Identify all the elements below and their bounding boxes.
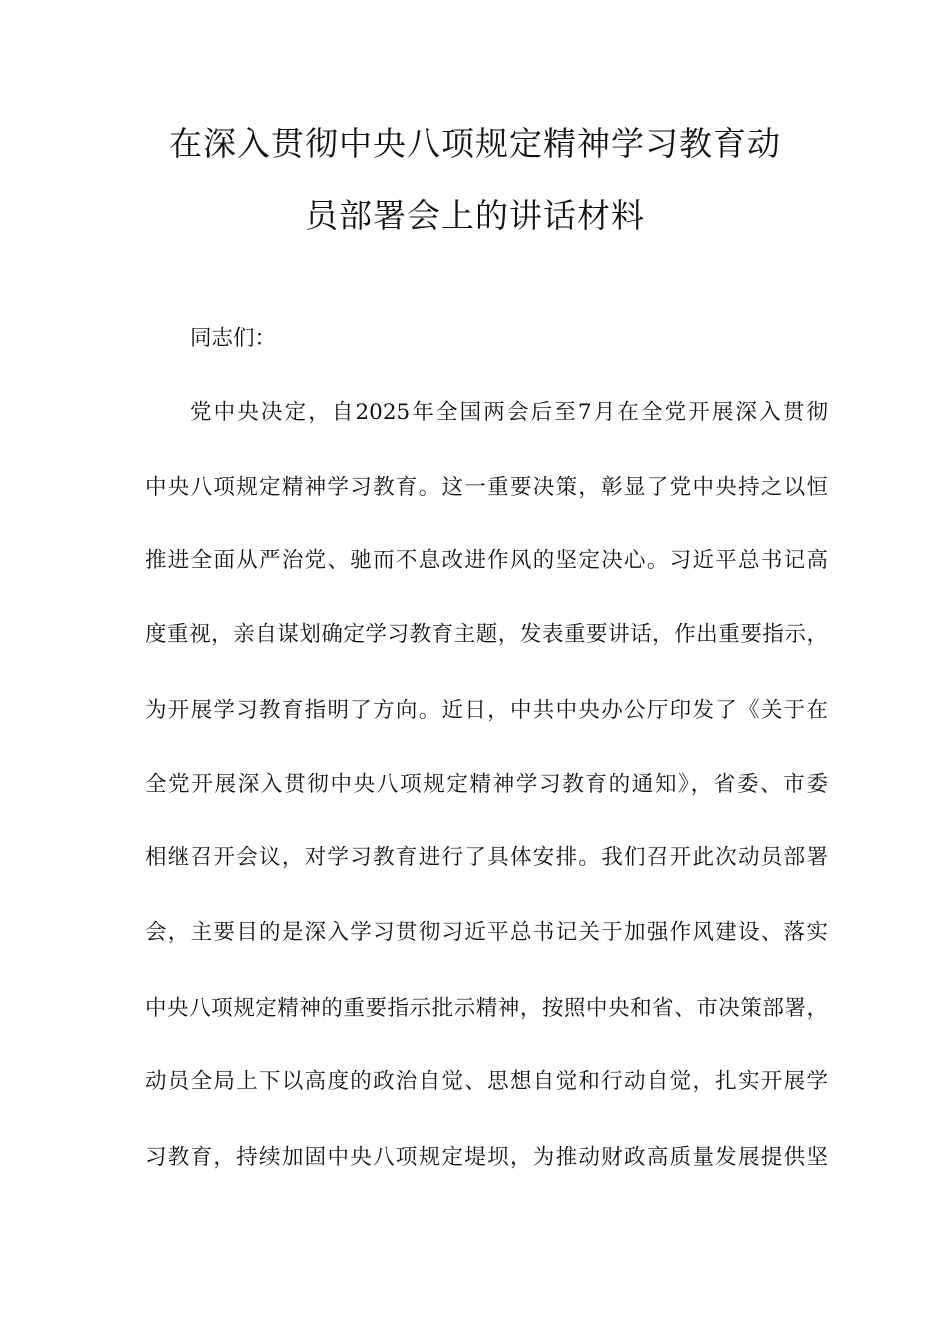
body-line: 党中央决定，自2025年全国两会后至7月在全党开展深入贯彻 (190, 400, 828, 425)
body-line: 全党开展深入贯彻中央八项规定精神学习教育的通知》，省委、市委 (145, 772, 828, 797)
body-line: 中央八项规定精神的重要指示批示精神，按照中央和省、市决策部署， (145, 996, 828, 1021)
body-line: 会，主要目的是深入学习贯彻习近平总书记关于加强作风建设、落实 (145, 920, 828, 945)
document-title-line-2: 员部署会上的讲话材料 (305, 196, 645, 235)
greeting: 同志们： (190, 326, 277, 351)
body-line: 中央八项规定精神学习教育。这一重要决策，彰显了党中央持之以恒 (145, 475, 828, 500)
body-line: 相继召开会议，对学习教育进行了具体安排。我们召开此次动员部署 (145, 845, 828, 870)
body-line: 习教育，持续加固中央八项规定堤坝，为推动财政高质量发展提供坚 (145, 1145, 828, 1170)
body-line: 推进全面从严治党、驰而不息改进作风的坚定决心。习近平总书记高 (145, 548, 828, 573)
body-line: 度重视，亲自谋划确定学习教育主题，发表重要讲话，作出重要指示， (145, 622, 828, 647)
body-line: 为开展学习教育指明了方向。近日，中共中央办公厅印发了《关于在 (145, 698, 828, 723)
document-title-line-1: 在深入贯彻中央八项规定精神学习教育动 (169, 124, 781, 163)
body-line: 动员全局上下以高度的政治自觉、思想自觉和行动自觉，扎实开展学 (145, 1069, 828, 1094)
